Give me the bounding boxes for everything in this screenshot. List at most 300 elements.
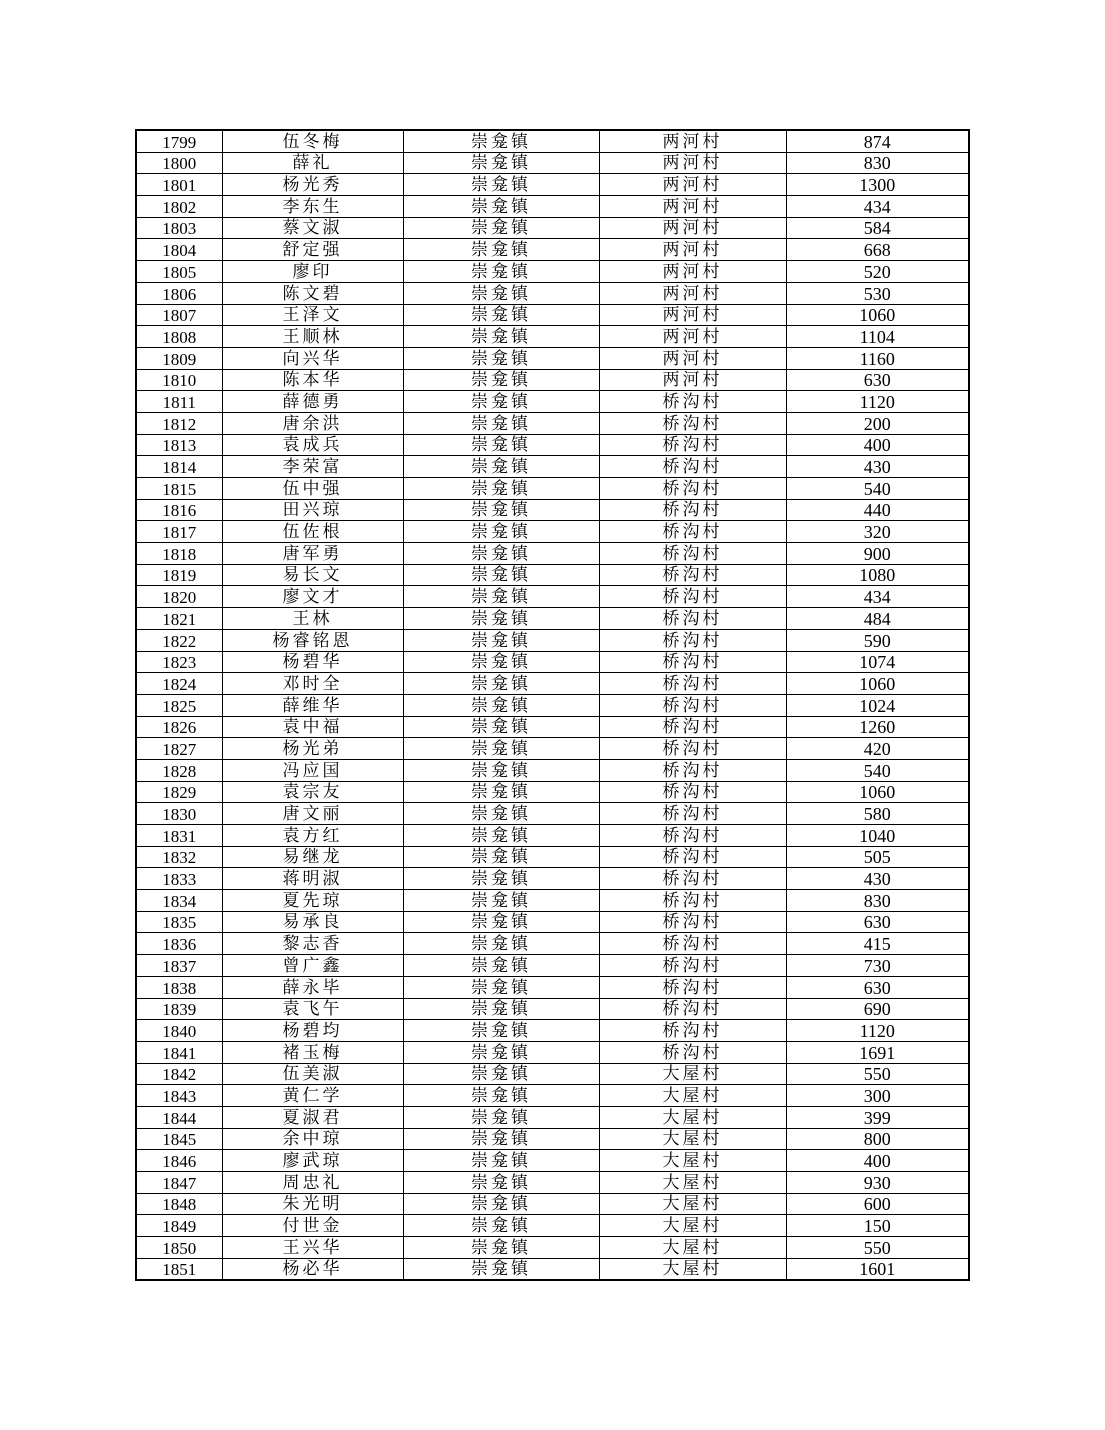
cell-number: 1836 xyxy=(136,933,222,955)
cell-village: 桥沟村 xyxy=(599,586,786,608)
cell-village: 桥沟村 xyxy=(599,629,786,651)
cell-village: 大屋村 xyxy=(599,1237,786,1259)
table-row xyxy=(136,261,969,283)
cell-town: 崇龛镇 xyxy=(403,196,599,218)
table-row xyxy=(136,499,969,521)
cell-amount: 600 xyxy=(786,1193,969,1215)
table-row xyxy=(136,1106,969,1128)
cell-name: 唐文丽 xyxy=(222,803,403,825)
cell-town: 崇龛镇 xyxy=(403,825,599,847)
cell-amount: 1104 xyxy=(786,326,969,348)
table-row xyxy=(136,955,969,977)
cell-town: 崇龛镇 xyxy=(403,608,599,630)
table-row xyxy=(136,412,969,434)
cell-number: 1828 xyxy=(136,759,222,781)
cell-number: 1806 xyxy=(136,282,222,304)
cell-number: 1811 xyxy=(136,391,222,413)
cell-name: 薛永毕 xyxy=(222,976,403,998)
cell-town: 崇龛镇 xyxy=(403,1085,599,1107)
cell-town: 崇龛镇 xyxy=(403,261,599,283)
cell-amount: 400 xyxy=(786,434,969,456)
cell-name: 田兴琼 xyxy=(222,499,403,521)
table-row xyxy=(136,629,969,651)
cell-name: 廖武琼 xyxy=(222,1150,403,1172)
cell-amount: 1024 xyxy=(786,694,969,716)
cell-town: 崇龛镇 xyxy=(403,586,599,608)
cell-amount: 630 xyxy=(786,911,969,933)
cell-name: 伍美淑 xyxy=(222,1063,403,1085)
cell-number: 1841 xyxy=(136,1041,222,1063)
cell-village: 两河村 xyxy=(599,152,786,174)
cell-name: 余中琼 xyxy=(222,1128,403,1150)
table-row xyxy=(136,1020,969,1042)
cell-number: 1810 xyxy=(136,369,222,391)
table-row xyxy=(136,586,969,608)
cell-amount: 830 xyxy=(786,890,969,912)
cell-amount: 1300 xyxy=(786,174,969,196)
cell-town: 崇龛镇 xyxy=(403,564,599,586)
cell-village: 大屋村 xyxy=(599,1128,786,1150)
cell-amount: 630 xyxy=(786,976,969,998)
cell-name: 王顺林 xyxy=(222,326,403,348)
cell-amount: 150 xyxy=(786,1215,969,1237)
cell-village: 桥沟村 xyxy=(599,716,786,738)
table-row xyxy=(136,152,969,174)
cell-number: 1803 xyxy=(136,217,222,239)
cell-name: 杨必华 xyxy=(222,1258,403,1280)
cell-name: 廖文才 xyxy=(222,586,403,608)
cell-town: 崇龛镇 xyxy=(403,890,599,912)
cell-number: 1800 xyxy=(136,152,222,174)
cell-amount: 584 xyxy=(786,217,969,239)
cell-amount: 1120 xyxy=(786,391,969,413)
cell-name: 易长文 xyxy=(222,564,403,586)
table-row xyxy=(136,130,969,152)
cell-number: 1825 xyxy=(136,694,222,716)
cell-town: 崇龛镇 xyxy=(403,694,599,716)
cell-name: 易承良 xyxy=(222,911,403,933)
cell-village: 两河村 xyxy=(599,326,786,348)
cell-name: 李荣富 xyxy=(222,456,403,478)
cell-village: 两河村 xyxy=(599,174,786,196)
cell-number: 1799 xyxy=(136,130,222,152)
cell-amount: 440 xyxy=(786,499,969,521)
cell-number: 1802 xyxy=(136,196,222,218)
cell-number: 1845 xyxy=(136,1128,222,1150)
cell-town: 崇龛镇 xyxy=(403,781,599,803)
cell-number: 1818 xyxy=(136,543,222,565)
cell-name: 褚玉梅 xyxy=(222,1041,403,1063)
cell-town: 崇龛镇 xyxy=(403,1237,599,1259)
cell-amount: 874 xyxy=(786,130,969,152)
cell-amount: 430 xyxy=(786,868,969,890)
cell-village: 桥沟村 xyxy=(599,478,786,500)
cell-name: 冯应国 xyxy=(222,759,403,781)
cell-amount: 550 xyxy=(786,1237,969,1259)
cell-village: 两河村 xyxy=(599,261,786,283)
table-row xyxy=(136,1258,969,1280)
cell-village: 两河村 xyxy=(599,369,786,391)
cell-village: 两河村 xyxy=(599,239,786,261)
cell-village: 桥沟村 xyxy=(599,868,786,890)
cell-village: 桥沟村 xyxy=(599,825,786,847)
cell-town: 崇龛镇 xyxy=(403,1150,599,1172)
cell-village: 两河村 xyxy=(599,347,786,369)
cell-number: 1817 xyxy=(136,521,222,543)
cell-amount: 420 xyxy=(786,738,969,760)
table-row xyxy=(136,890,969,912)
cell-village: 大屋村 xyxy=(599,1063,786,1085)
cell-amount: 430 xyxy=(786,456,969,478)
cell-town: 崇龛镇 xyxy=(403,1063,599,1085)
cell-amount: 415 xyxy=(786,933,969,955)
cell-town: 崇龛镇 xyxy=(403,1020,599,1042)
cell-village: 桥沟村 xyxy=(599,803,786,825)
table-row xyxy=(136,998,969,1020)
cell-village: 大屋村 xyxy=(599,1215,786,1237)
cell-name: 袁方红 xyxy=(222,825,403,847)
cell-amount: 399 xyxy=(786,1106,969,1128)
cell-town: 崇龛镇 xyxy=(403,1041,599,1063)
cell-amount: 200 xyxy=(786,412,969,434)
cell-number: 1821 xyxy=(136,608,222,630)
table-row xyxy=(136,694,969,716)
cell-name: 薛维华 xyxy=(222,694,403,716)
cell-village: 桥沟村 xyxy=(599,1041,786,1063)
cell-number: 1848 xyxy=(136,1193,222,1215)
cell-town: 崇龛镇 xyxy=(403,933,599,955)
table-row xyxy=(136,608,969,630)
cell-amount: 540 xyxy=(786,478,969,500)
cell-town: 崇龛镇 xyxy=(403,412,599,434)
cell-amount: 550 xyxy=(786,1063,969,1085)
table-row xyxy=(136,456,969,478)
cell-name: 唐军勇 xyxy=(222,543,403,565)
cell-amount: 1080 xyxy=(786,564,969,586)
cell-village: 桥沟村 xyxy=(599,499,786,521)
cell-amount: 800 xyxy=(786,1128,969,1150)
cell-name: 薛礼 xyxy=(222,152,403,174)
cell-village: 桥沟村 xyxy=(599,846,786,868)
cell-amount: 1060 xyxy=(786,673,969,695)
cell-village: 两河村 xyxy=(599,304,786,326)
cell-amount: 830 xyxy=(786,152,969,174)
cell-amount: 668 xyxy=(786,239,969,261)
cell-number: 1812 xyxy=(136,412,222,434)
cell-town: 崇龛镇 xyxy=(403,759,599,781)
cell-town: 崇龛镇 xyxy=(403,738,599,760)
cell-town: 崇龛镇 xyxy=(403,716,599,738)
cell-town: 崇龛镇 xyxy=(403,673,599,695)
cell-village: 大屋村 xyxy=(599,1193,786,1215)
table-row xyxy=(136,478,969,500)
table-row xyxy=(136,1063,969,1085)
cell-town: 崇龛镇 xyxy=(403,651,599,673)
cell-number: 1823 xyxy=(136,651,222,673)
table-row xyxy=(136,1150,969,1172)
cell-number: 1834 xyxy=(136,890,222,912)
cell-number: 1846 xyxy=(136,1150,222,1172)
table-row xyxy=(136,759,969,781)
cell-town: 崇龛镇 xyxy=(403,955,599,977)
table-body xyxy=(136,130,969,1280)
cell-village: 桥沟村 xyxy=(599,933,786,955)
cell-number: 1801 xyxy=(136,174,222,196)
table-row xyxy=(136,217,969,239)
cell-number: 1842 xyxy=(136,1063,222,1085)
cell-town: 崇龛镇 xyxy=(403,434,599,456)
cell-village: 两河村 xyxy=(599,217,786,239)
cell-town: 崇龛镇 xyxy=(403,846,599,868)
cell-amount: 900 xyxy=(786,543,969,565)
table-row xyxy=(136,846,969,868)
table-row xyxy=(136,543,969,565)
table-row xyxy=(136,1215,969,1237)
cell-name: 夏先琼 xyxy=(222,890,403,912)
table-row xyxy=(136,304,969,326)
cell-number: 1851 xyxy=(136,1258,222,1280)
table-row xyxy=(136,911,969,933)
table-row xyxy=(136,434,969,456)
table-row xyxy=(136,369,969,391)
cell-village: 两河村 xyxy=(599,282,786,304)
cell-number: 1824 xyxy=(136,673,222,695)
cell-town: 崇龛镇 xyxy=(403,1258,599,1280)
cell-amount: 520 xyxy=(786,261,969,283)
cell-town: 崇龛镇 xyxy=(403,1128,599,1150)
cell-number: 1833 xyxy=(136,868,222,890)
table-row xyxy=(136,825,969,847)
cell-name: 杨光秀 xyxy=(222,174,403,196)
cell-number: 1849 xyxy=(136,1215,222,1237)
cell-town: 崇龛镇 xyxy=(403,282,599,304)
cell-village: 桥沟村 xyxy=(599,651,786,673)
table-row xyxy=(136,976,969,998)
cell-number: 1815 xyxy=(136,478,222,500)
table-row xyxy=(136,738,969,760)
cell-village: 大屋村 xyxy=(599,1085,786,1107)
table-row xyxy=(136,239,969,261)
cell-name: 杨睿铭恩 xyxy=(222,629,403,651)
cell-amount: 1691 xyxy=(786,1041,969,1063)
cell-amount: 690 xyxy=(786,998,969,1020)
table-row xyxy=(136,716,969,738)
cell-number: 1808 xyxy=(136,326,222,348)
cell-name: 伍中强 xyxy=(222,478,403,500)
cell-number: 1827 xyxy=(136,738,222,760)
cell-town: 崇龛镇 xyxy=(403,976,599,998)
cell-amount: 1260 xyxy=(786,716,969,738)
cell-number: 1850 xyxy=(136,1237,222,1259)
cell-amount: 1060 xyxy=(786,304,969,326)
table-row xyxy=(136,347,969,369)
cell-amount: 320 xyxy=(786,521,969,543)
cell-village: 桥沟村 xyxy=(599,543,786,565)
cell-number: 1847 xyxy=(136,1172,222,1194)
cell-amount: 590 xyxy=(786,629,969,651)
cell-town: 崇龛镇 xyxy=(403,499,599,521)
table-row xyxy=(136,781,969,803)
cell-village: 大屋村 xyxy=(599,1150,786,1172)
cell-number: 1804 xyxy=(136,239,222,261)
cell-amount: 630 xyxy=(786,369,969,391)
cell-name: 袁宗友 xyxy=(222,781,403,803)
cell-number: 1813 xyxy=(136,434,222,456)
cell-town: 崇龛镇 xyxy=(403,998,599,1020)
cell-number: 1835 xyxy=(136,911,222,933)
cell-name: 陈文碧 xyxy=(222,282,403,304)
cell-town: 崇龛镇 xyxy=(403,326,599,348)
cell-town: 崇龛镇 xyxy=(403,1215,599,1237)
cell-village: 桥沟村 xyxy=(599,890,786,912)
table-row xyxy=(136,803,969,825)
cell-amount: 530 xyxy=(786,282,969,304)
cell-amount: 540 xyxy=(786,759,969,781)
table-row xyxy=(136,326,969,348)
cell-name: 袁飞午 xyxy=(222,998,403,1020)
cell-town: 崇龛镇 xyxy=(403,304,599,326)
cell-amount: 1601 xyxy=(786,1258,969,1280)
cell-town: 崇龛镇 xyxy=(403,478,599,500)
cell-village: 两河村 xyxy=(599,130,786,152)
cell-town: 崇龛镇 xyxy=(403,543,599,565)
cell-name: 王泽文 xyxy=(222,304,403,326)
cell-town: 崇龛镇 xyxy=(403,1106,599,1128)
cell-village: 桥沟村 xyxy=(599,391,786,413)
cell-name: 易继龙 xyxy=(222,846,403,868)
cell-number: 1844 xyxy=(136,1106,222,1128)
cell-name: 杨碧均 xyxy=(222,1020,403,1042)
cell-amount: 434 xyxy=(786,586,969,608)
table-row xyxy=(136,391,969,413)
cell-town: 崇龛镇 xyxy=(403,130,599,152)
table-row xyxy=(136,521,969,543)
table-row xyxy=(136,868,969,890)
data-table xyxy=(135,129,970,1281)
cell-number: 1839 xyxy=(136,998,222,1020)
cell-name: 曾广鑫 xyxy=(222,955,403,977)
cell-amount: 434 xyxy=(786,196,969,218)
cell-name: 舒定强 xyxy=(222,239,403,261)
cell-village: 桥沟村 xyxy=(599,521,786,543)
cell-village: 桥沟村 xyxy=(599,412,786,434)
cell-name: 薛德勇 xyxy=(222,391,403,413)
cell-town: 崇龛镇 xyxy=(403,868,599,890)
table-row xyxy=(136,1041,969,1063)
cell-number: 1822 xyxy=(136,629,222,651)
cell-town: 崇龛镇 xyxy=(403,217,599,239)
cell-town: 崇龛镇 xyxy=(403,521,599,543)
cell-town: 崇龛镇 xyxy=(403,239,599,261)
cell-village: 大屋村 xyxy=(599,1258,786,1280)
table-row xyxy=(136,1128,969,1150)
cell-village: 桥沟村 xyxy=(599,434,786,456)
cell-village: 桥沟村 xyxy=(599,564,786,586)
cell-number: 1805 xyxy=(136,261,222,283)
cell-name: 王兴华 xyxy=(222,1237,403,1259)
cell-number: 1832 xyxy=(136,846,222,868)
table-row xyxy=(136,651,969,673)
table-row xyxy=(136,1085,969,1107)
cell-amount: 484 xyxy=(786,608,969,630)
cell-town: 崇龛镇 xyxy=(403,391,599,413)
table-row xyxy=(136,933,969,955)
cell-number: 1843 xyxy=(136,1085,222,1107)
cell-village: 两河村 xyxy=(599,196,786,218)
cell-name: 黄仁学 xyxy=(222,1085,403,1107)
cell-name: 伍冬梅 xyxy=(222,130,403,152)
cell-amount: 1060 xyxy=(786,781,969,803)
cell-name: 朱光明 xyxy=(222,1193,403,1215)
cell-name: 袁中福 xyxy=(222,716,403,738)
cell-amount: 1040 xyxy=(786,825,969,847)
cell-town: 崇龛镇 xyxy=(403,174,599,196)
cell-village: 大屋村 xyxy=(599,1106,786,1128)
cell-village: 桥沟村 xyxy=(599,911,786,933)
cell-village: 桥沟村 xyxy=(599,781,786,803)
cell-number: 1826 xyxy=(136,716,222,738)
cell-number: 1809 xyxy=(136,347,222,369)
cell-name: 蒋明淑 xyxy=(222,868,403,890)
table-row xyxy=(136,282,969,304)
cell-number: 1819 xyxy=(136,564,222,586)
cell-name: 向兴华 xyxy=(222,347,403,369)
cell-town: 崇龛镇 xyxy=(403,1193,599,1215)
cell-amount: 1120 xyxy=(786,1020,969,1042)
cell-name: 周忠礼 xyxy=(222,1172,403,1194)
cell-number: 1838 xyxy=(136,976,222,998)
cell-town: 崇龛镇 xyxy=(403,347,599,369)
cell-number: 1831 xyxy=(136,825,222,847)
cell-name: 黎志香 xyxy=(222,933,403,955)
cell-name: 蔡文淑 xyxy=(222,217,403,239)
cell-number: 1816 xyxy=(136,499,222,521)
cell-amount: 930 xyxy=(786,1172,969,1194)
cell-name: 杨碧华 xyxy=(222,651,403,673)
cell-village: 桥沟村 xyxy=(599,955,786,977)
cell-village: 桥沟村 xyxy=(599,976,786,998)
cell-name: 陈本华 xyxy=(222,369,403,391)
cell-amount: 580 xyxy=(786,803,969,825)
cell-number: 1840 xyxy=(136,1020,222,1042)
cell-amount: 400 xyxy=(786,1150,969,1172)
cell-amount: 300 xyxy=(786,1085,969,1107)
cell-number: 1820 xyxy=(136,586,222,608)
cell-town: 崇龛镇 xyxy=(403,911,599,933)
cell-number: 1830 xyxy=(136,803,222,825)
cell-amount: 1074 xyxy=(786,651,969,673)
cell-name: 廖印 xyxy=(222,261,403,283)
cell-town: 崇龛镇 xyxy=(403,369,599,391)
cell-name: 伍佐根 xyxy=(222,521,403,543)
cell-town: 崇龛镇 xyxy=(403,803,599,825)
cell-number: 1807 xyxy=(136,304,222,326)
table-row xyxy=(136,564,969,586)
cell-village: 大屋村 xyxy=(599,1172,786,1194)
cell-town: 崇龛镇 xyxy=(403,152,599,174)
table-row xyxy=(136,1193,969,1215)
table-row xyxy=(136,196,969,218)
cell-name: 杨光弟 xyxy=(222,738,403,760)
cell-number: 1814 xyxy=(136,456,222,478)
cell-name: 袁成兵 xyxy=(222,434,403,456)
cell-name: 邓时全 xyxy=(222,673,403,695)
table-row xyxy=(136,673,969,695)
cell-name: 李东生 xyxy=(222,196,403,218)
cell-town: 崇龛镇 xyxy=(403,456,599,478)
cell-name: 唐余洪 xyxy=(222,412,403,434)
cell-village: 桥沟村 xyxy=(599,738,786,760)
